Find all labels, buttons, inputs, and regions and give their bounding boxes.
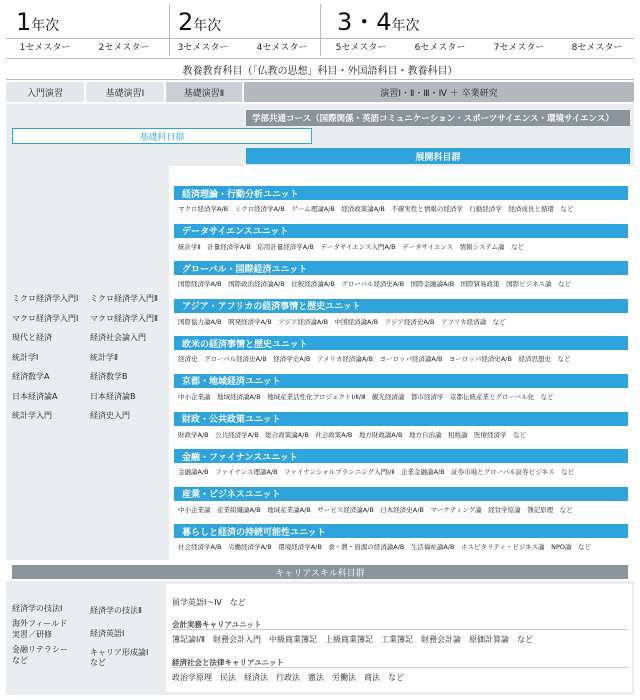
unit-title: アジア・アフリカの経済事情と歴史ユニット [174, 299, 628, 313]
unit [174, 487, 628, 525]
career-header [12, 565, 628, 579]
course-item: ミクロ経済学入門Ⅱ [90, 294, 158, 303]
unit-title: 欧米の経済事情と歴史ユニット [174, 336, 628, 350]
unit [174, 336, 628, 374]
header-divider [6, 38, 634, 39]
basic-subjects-bar [12, 128, 312, 144]
general-education-label: 教養教育科目（「仏教の思想」科目・外国語科目・教養科目） [182, 65, 458, 77]
year-3-number: 3・4 [337, 8, 392, 36]
career-item: など [90, 658, 106, 668]
seminar-advanced-label: 演習Ⅰ・Ⅱ・Ⅲ・Ⅳ ＋ 卒業研究 [380, 88, 498, 99]
unit-courses: 金融論A/B ファイナンス理論A/B ファイナンシャルプランニング入門Ⅰ/Ⅱ 企業金融論A/B 証券市場とグローバル証券ビジネス など [178, 468, 575, 477]
semester-7: 7セメスター [493, 43, 545, 53]
unit [174, 374, 628, 412]
career-item: 実習／研修 [12, 629, 52, 639]
unit [174, 449, 628, 487]
unit-title: 金融・ファイナンスユニット [174, 449, 628, 463]
accounting-unit-divider [172, 629, 628, 630]
career-english: 留学英語Ⅰ～Ⅳ など [172, 598, 246, 607]
general-education-band [6, 58, 634, 80]
law-unit-title: 経済社会と法律キャリアユニット [172, 658, 284, 667]
unit-courses: 経済史 グローバル経済史A/B 経済学史A/B アメリカ経済論A/B ヨーロッパ経済論A/B ヨーロッパ経済史A/B 経済思想史 など [178, 355, 571, 364]
unit-courses: 国際経済学A/B 国際政治経済論A/B 比較経済論A/B グローバル経済史A/B 国際金融論A/B 国際貿易政策 国際ビジネス論 など [178, 280, 571, 289]
law-unit-divider [172, 667, 628, 668]
career-item: 経済英語Ⅰ [90, 629, 125, 639]
semester-2: 2セメスター [98, 43, 150, 53]
course-item: 経済史入門 [90, 411, 130, 420]
course-item: 統計学Ⅱ [90, 352, 118, 362]
career-col1 [12, 604, 88, 666]
seminar-basic-1 [86, 82, 164, 102]
semester-8: 8セメスター [571, 43, 623, 53]
course-item: ミクロ経済学入門Ⅰ [12, 294, 79, 303]
career-item: キャリア形成論Ⅰ [90, 647, 149, 657]
career-item: 海外フィールド [12, 619, 68, 629]
accounting-unit-title: 会計実務キャリアユニット [172, 620, 262, 629]
seminar-advanced [244, 82, 634, 102]
unit-title: 産業・ビジネスユニット [174, 487, 628, 501]
unit-courses: マクロ経済学A/B ミクロ経済学A/B ゲーム理論A/B 経済政策論A/B 不確実性と情報の経済学 行動経済学 経済成長と循環 など [178, 205, 574, 213]
semester-5: 5セメスター [335, 43, 387, 53]
year-1-number: 1 [16, 8, 32, 36]
year-header-3 [337, 10, 420, 34]
unit [174, 412, 628, 450]
semester-6: 6セメスター [414, 43, 466, 53]
course-item: 経済数学B [90, 372, 128, 381]
course-item: 日本経済論B [90, 391, 136, 401]
unit-courses: 統計学Ⅱ 計量経済学A/B 応用計量経済学A/B データサイエンス入門A/B データサイエンス 情報システム論 など [178, 242, 525, 251]
course-item: マクロ経済学入門Ⅰ [12, 313, 79, 323]
unit-title: 暮らしと経済の持続可能性ユニット [174, 524, 628, 538]
advanced-subjects-bar [246, 148, 630, 164]
unit-title: 経済理論・行動分析ユニット [174, 186, 628, 200]
career-header-label: キャリアスキル科目群 [275, 568, 365, 579]
year2-course-list [90, 295, 164, 432]
unit-courses: 財政学A/B 公共経済学A/B 総合政策論A/B 社会政策A/B 地方財政論A/B 地方自治論 租税論 医療経済学 など [178, 430, 526, 439]
year-2-suffix: 年次 [193, 18, 222, 34]
year-3-suffix: 年次 [391, 18, 420, 34]
unit-title: 京都・地域経済ユニット [174, 374, 628, 388]
semester-3: 3セメスター [177, 43, 229, 53]
unit-courses: 中小企業論 産業組織論A/B 地域産業論A/B サービス経済論A/B 日本経済史A/B マーケティング論 経営学原論 簿記原理 など [178, 505, 573, 514]
career-item: 経済学の技法Ⅱ [90, 606, 142, 615]
unit-title: 財政・公共政策ユニット [174, 412, 628, 426]
seminar-basic-2 [166, 82, 242, 102]
course-item: 現代と経済 [12, 333, 52, 342]
unit-title: データサイエンスユニット [174, 224, 628, 238]
year-header-2 [178, 10, 221, 34]
seminar-intro-label: 入門演習 [26, 88, 63, 99]
unit [174, 524, 628, 562]
year-1-suffix: 年次 [31, 18, 60, 34]
unit [174, 299, 628, 337]
year-2-number: 2 [178, 8, 194, 36]
course-item: マクロ経済学入門Ⅱ [90, 313, 158, 323]
semester-1: 1セメスター [19, 43, 71, 53]
law-unit-courses: 政治学原理 民法 経済法 行政法 憲法 労働法 商法 など [172, 673, 404, 682]
course-item: 経済社会論入門 [90, 333, 146, 342]
unit-courses: 中小企業論 地域経済論A/B 地域産業活性化プロジェクトⅠ/Ⅱ/Ⅲ 観光経済論 都市経済学 京都伝統産業とグローバル化 など [178, 392, 554, 401]
year-header-1 [16, 10, 59, 34]
career-item: 経済学の技法Ⅰ [12, 604, 63, 613]
seminar-basic-2-label: 基礎演習Ⅱ [183, 88, 225, 99]
career-item: など [12, 655, 28, 665]
course-item: 日本経済論A [12, 391, 58, 401]
seminar-basic-1-label: 基礎演習Ⅰ [105, 88, 145, 99]
advanced-subjects-label: 展開科目群 [415, 152, 461, 163]
unit [174, 261, 628, 299]
unit-courses: 社会経済学A/B 労働経済学A/B 環境経済学A/B 食・農・資源の経済論A/B 生活福祉論A/B ホスピタリティ・ビジネス論 NPO論 など [178, 543, 592, 552]
unit [174, 186, 628, 224]
unit-courses: 国際協力論A/B 開発経済学A/B アジア経済論A/B 中国経済論A/B アジア経済史A/B アフリカ経済論 など [178, 317, 506, 326]
course-item: 経済数学A [12, 372, 50, 381]
common-course-bar [246, 110, 630, 126]
unit-list [174, 186, 628, 562]
unit [174, 224, 628, 262]
accounting-unit-courses: 簿記論Ⅰ/Ⅱ 財務会計入門 中級商業簿記 上級商業簿記 工業簿記 財務会計論 原価計算論 など [172, 635, 533, 644]
seminar-intro [6, 82, 84, 102]
basic-subjects-label: 基礎科目群 [139, 132, 185, 143]
common-course-label: 学部共通コース（国際関係・英語コミュニケーション・スポーツサイエンス・環境サイエンス） [252, 114, 614, 124]
year1-course-list [12, 295, 88, 432]
course-item: 統計学入門 [12, 411, 52, 420]
unit-title: グローバル・国際経済ユニット [174, 261, 628, 275]
semester-4: 4セメスター [256, 43, 308, 53]
career-col2 [90, 606, 164, 669]
career-item: 金融リテラシー [12, 645, 68, 655]
course-item: 統計学Ⅰ [12, 352, 39, 362]
